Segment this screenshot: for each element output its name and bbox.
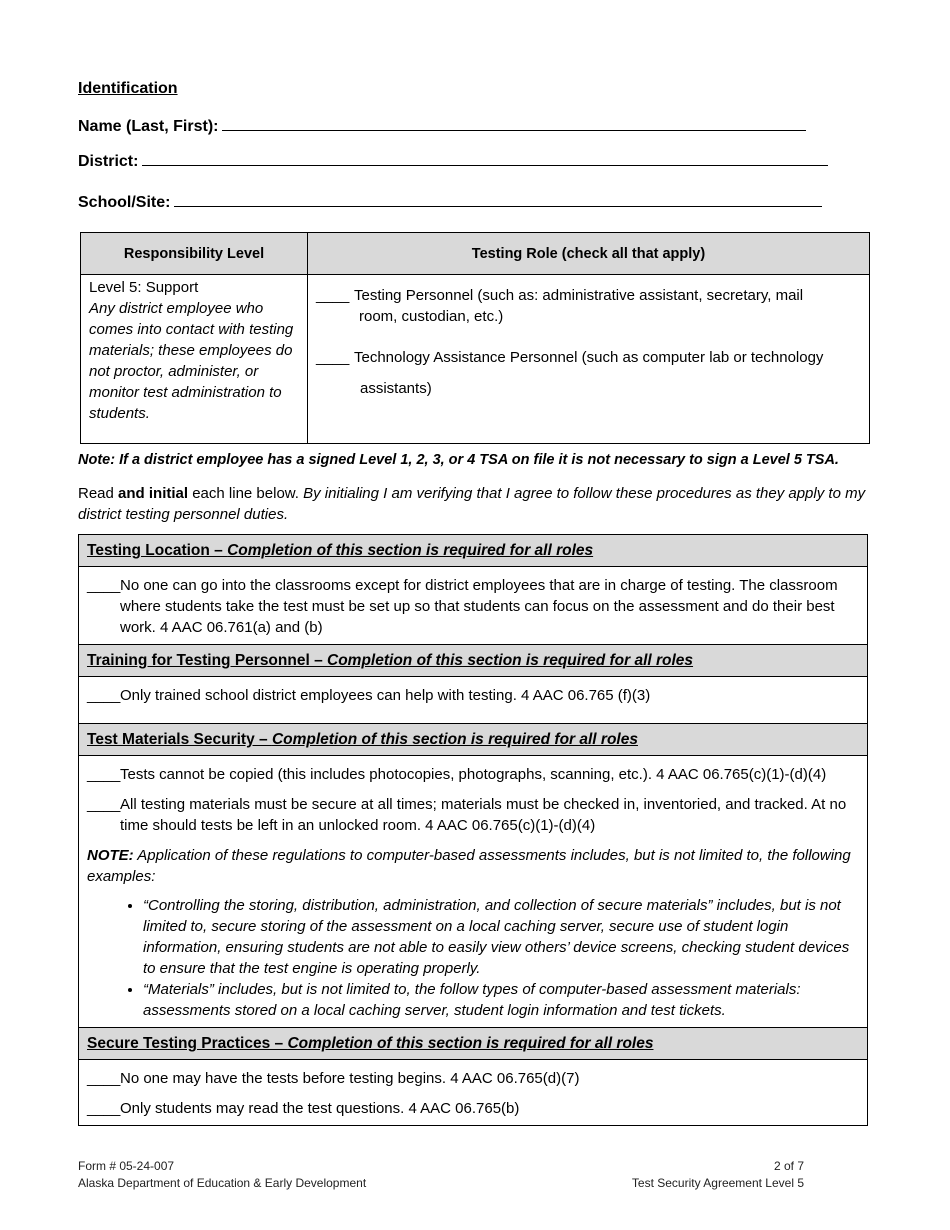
examples-list	[87, 895, 859, 1021]
section-title: Test Materials Security –	[87, 731, 272, 748]
initial-blank[interactable]: ____	[87, 687, 121, 704]
name-field-label: Name (Last, First):	[78, 118, 219, 135]
section-header-training	[79, 645, 867, 677]
initial-blank[interactable]: ____	[87, 766, 121, 783]
procedure-item	[87, 794, 859, 836]
page-number: 2 of 7	[773, 1159, 804, 1173]
initial-blank[interactable]: ____	[87, 796, 121, 813]
example-item: • “Controlling the storing, distribution, administration, and collection of secure materials” includes, but is not limited to, secure storing of the assessment on a local caching server, secure use of student login information, ensuring students are not able to easily view others’ device screens, checking student devices to ensure that the test engine is operating properly.	[143, 895, 859, 979]
procedure-item	[87, 575, 859, 638]
intro-bold: and initial	[118, 485, 189, 502]
section-subtitle: Completion of this section is required for all roles	[287, 1035, 654, 1052]
level-cell	[81, 275, 308, 444]
procedure-text: Only students may read the test questions. 4 AAC 06.765(b)	[120, 1100, 520, 1117]
level-note: Note: If a district employee has a signed Level 1, 2, 3, or 4 TSA on file it is not necessary to sign a Level 5 TSA.	[78, 452, 839, 468]
role-technology-assistance	[308, 347, 869, 399]
procedure-text: Only trained school district employees can help with testing. 4 AAC 06.765 (f)(3)	[120, 687, 651, 704]
role-label: Technology Assistance Personnel (such as computer lab or technology	[354, 349, 824, 366]
procedure-item	[87, 1068, 859, 1089]
procedure-text: All testing materials must be secure at all times; materials must be checked in, inventoried, and tracked. At no time should tests be left in an unlocked room. 4 AAC 06.765(c)(1)-(d)(4)	[120, 796, 847, 834]
intro-italic: By initialing I am verifying that I agree to follow these procedures as they apply to my district testing personnel duties.	[78, 485, 866, 523]
roles-cell	[308, 275, 870, 444]
section-body-training	[79, 677, 867, 724]
role-testing-personnel	[308, 285, 869, 327]
level-name: Level 5: Support	[89, 279, 199, 296]
role-label: Testing Personnel (such as: administrative assistant, secretary, mail	[354, 287, 804, 304]
note-label: NOTE:	[87, 847, 134, 864]
computer-based-note	[87, 845, 859, 887]
section-title: Secure Testing Practices –	[87, 1035, 288, 1052]
roles-table	[80, 232, 870, 444]
level-description: Any district employee who comes into contact with testing materials; these employees do not proctor, administer, or monitor test administration to students.	[89, 300, 294, 422]
district-field-label: District:	[78, 153, 139, 170]
instructions-paragraph	[78, 483, 868, 525]
procedure-text: No one may have the tests before testing begins. 4 AAC 06.765(d)(7)	[120, 1070, 580, 1087]
form-number: Form # 05-24-007	[78, 1159, 175, 1173]
name-field-row	[78, 116, 806, 136]
district-field-row	[78, 151, 828, 171]
section-subtitle: Completion of this section is required for all roles	[327, 652, 694, 669]
intro-prefix: Read	[78, 485, 119, 502]
section-body-testing-location	[79, 567, 867, 645]
section-title: Testing Location –	[87, 542, 228, 559]
section-header-secure-practices	[79, 1028, 867, 1060]
document-title: Test Security Agreement Level 5	[631, 1176, 804, 1190]
procedure-item	[87, 1098, 859, 1119]
district-field-input[interactable]	[142, 151, 828, 166]
section-subtitle: Completion of this section is required for all roles	[271, 731, 638, 748]
department-name: Alaska Department of Education & Early Development	[78, 1176, 367, 1190]
procedure-text: No one can go into the classrooms except for district employees that are in charge of testing. The classroom where students take the test must be set up so that students can focus on the assessment and do their best work. 4 AAC 06.761(a) and (b)	[120, 577, 838, 636]
initial-blank[interactable]: ____	[87, 1070, 121, 1087]
procedures-table	[78, 534, 868, 1126]
initial-blank[interactable]: ____	[87, 1100, 121, 1117]
footer-right	[600, 1158, 804, 1192]
example-item: • “Materials” includes, but is not limited to, the follow types of computer-based assessment materials: assessments stored on a local caching server, student login information and test tickets.	[143, 979, 859, 1021]
testing-role-header: Testing Role (check all that apply)	[308, 233, 870, 275]
procedure-text: Tests cannot be copied (this includes photocopies, photographs, scanning, etc.). 4 AAC 06.765(c)(1)-(d)(4)	[120, 766, 827, 783]
role-label-continuation: assistants)	[360, 380, 432, 397]
identification-heading: Identification	[78, 80, 178, 97]
section-subtitle: Completion of this section is required for all roles	[227, 542, 594, 559]
school-field-input[interactable]	[174, 192, 822, 207]
section-body-secure-practices	[79, 1060, 867, 1125]
role-checkbox-blank[interactable]: ____	[316, 287, 350, 304]
role-checkbox-blank[interactable]: ____	[316, 349, 350, 366]
responsibility-level-header: Responsibility Level	[81, 233, 308, 275]
footer-left	[78, 1158, 366, 1192]
role-label-continuation: room, custodian, etc.)	[359, 308, 504, 325]
section-header-materials-security	[79, 724, 867, 756]
name-field-input[interactable]	[222, 116, 806, 131]
intro-middle: each line below.	[188, 485, 304, 502]
section-title: Training for Testing Personnel –	[87, 652, 328, 669]
school-field-label: School/Site:	[78, 194, 171, 211]
section-body-materials-security	[79, 756, 867, 1028]
procedure-item	[87, 685, 859, 706]
note-text: Application of these regulations to computer-based assessments includes, but is not limited to, the following examples:	[87, 847, 851, 885]
procedure-item	[87, 764, 859, 785]
school-field-row	[78, 192, 822, 212]
section-header-testing-location	[79, 535, 867, 567]
initial-blank[interactable]: ____	[87, 577, 121, 594]
